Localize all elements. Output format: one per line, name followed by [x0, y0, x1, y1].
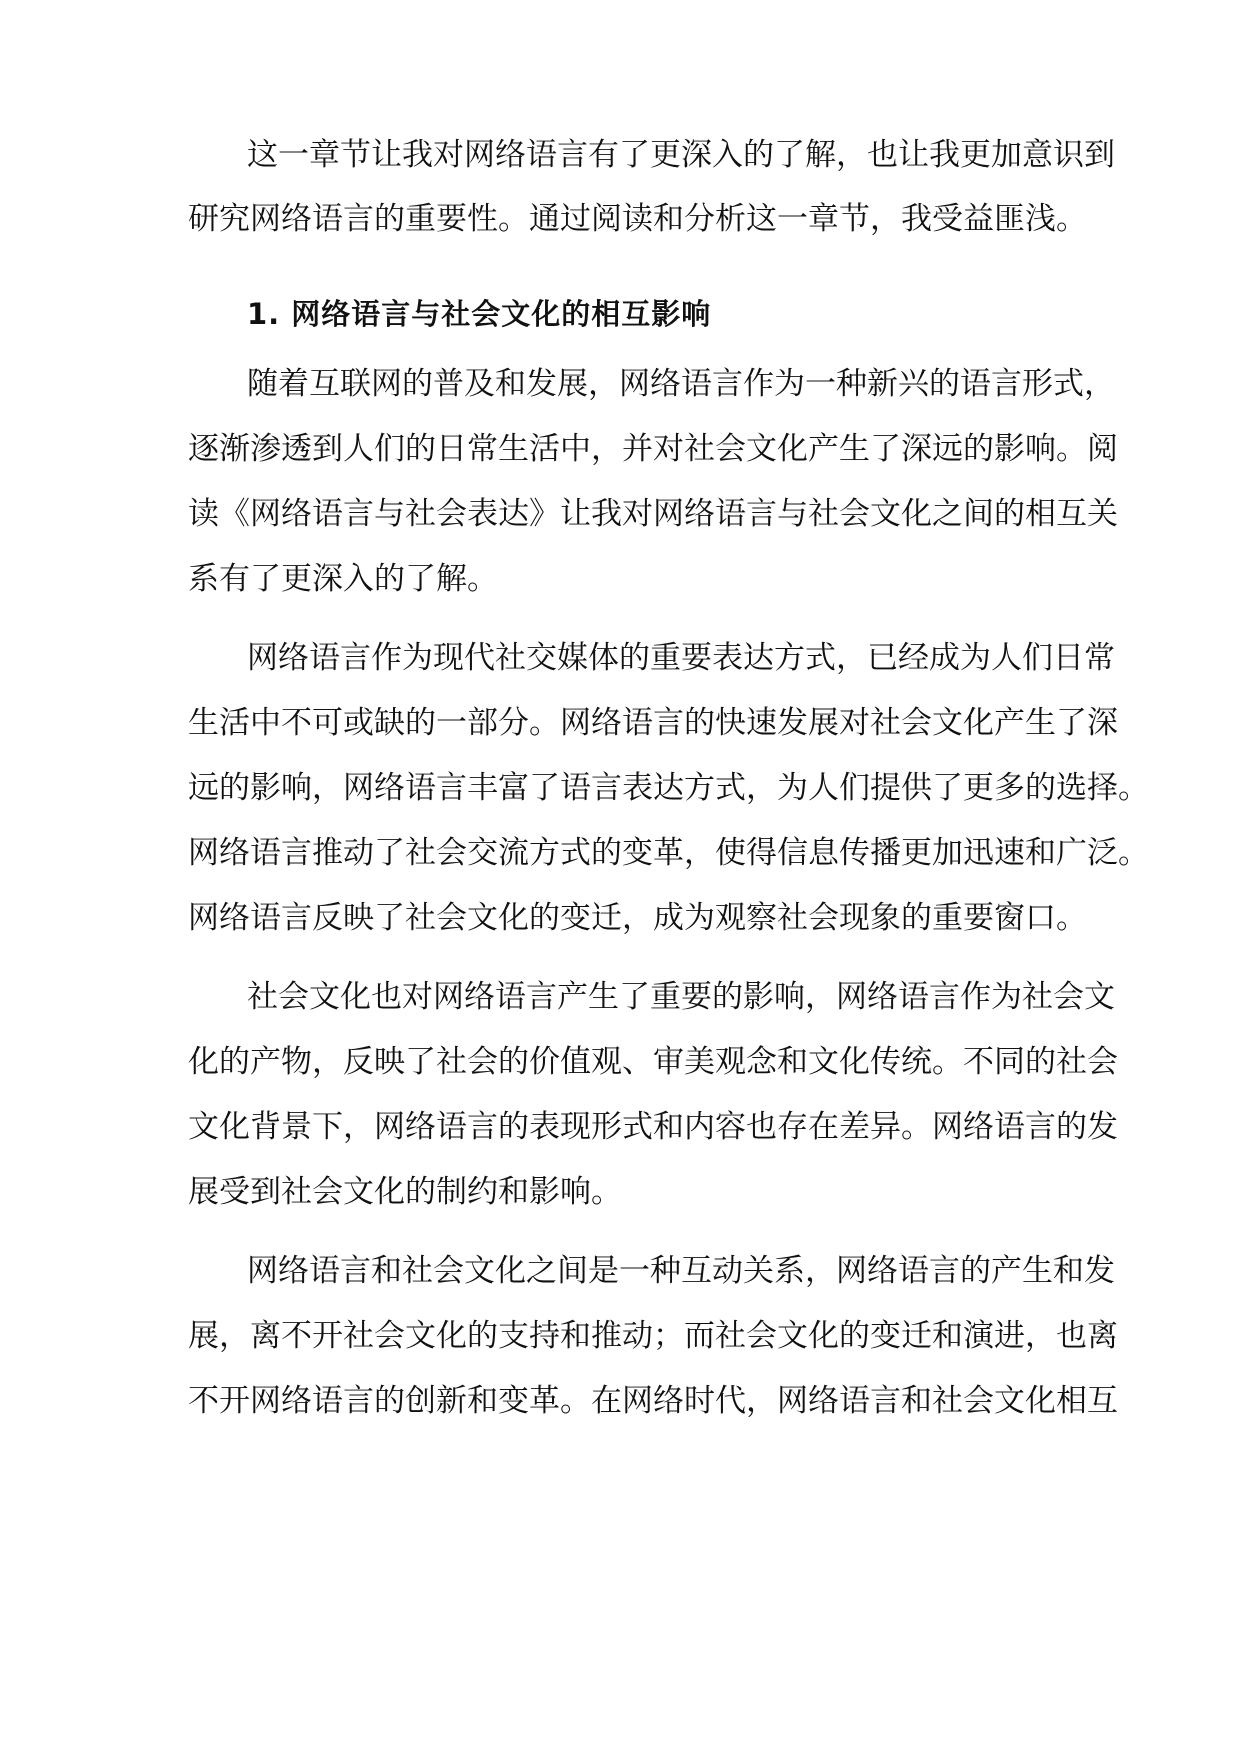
paragraph-line — [0, 975, 1241, 1019]
paragraph-line — [0, 557, 1241, 601]
text-line: 展受到社会文化的制约和影响。 — [188, 1174, 622, 1210]
text-line: 随着互联网的普及和发展，网络语言作为一种新兴的语言形式， — [247, 366, 1115, 402]
paragraph-line — [0, 133, 1241, 177]
section-heading — [0, 292, 1241, 336]
paragraph-line — [0, 492, 1241, 536]
text-line: 文化背景下，网络语言的表现形式和内容也存在差异。网络语言的发 — [188, 1109, 1118, 1145]
paragraph-line — [0, 636, 1241, 680]
paragraph-line — [0, 1249, 1241, 1293]
text-line: 不开网络语言的创新和变革。在网络时代，网络语言和社会文化相互 — [188, 1383, 1118, 1419]
text-line: 读《网络语言与社会表达》让我对网络语言与社会文化之间的相互关 — [188, 496, 1118, 532]
text-line: 化的产物，反映了社会的价值观、审美观念和文化传统。不同的社会 — [188, 1044, 1118, 1080]
paragraph-line — [0, 1105, 1241, 1149]
text-line: 网络语言推动了社会交流方式的变革，使得信息传播更加迅速和广泛。 — [188, 835, 1149, 871]
paragraph-line — [0, 1040, 1241, 1084]
text-line: 逐渐渗透到人们的日常生活中，并对社会文化产生了深远的影响。阅 — [188, 431, 1118, 467]
text-line: 远的影响，网络语言丰富了语言表达方式，为人们提供了更多的选择。 — [188, 770, 1149, 806]
paragraph-line — [0, 701, 1241, 745]
text-line: 生活中不可或缺的一部分。网络语言的快速发展对社会文化产生了深 — [188, 705, 1118, 741]
text-line: 展，离不开社会文化的支持和推动；而社会文化的变迁和演进，也离 — [188, 1318, 1118, 1354]
paragraph-line — [0, 427, 1241, 471]
text-line: 社会文化也对网络语言产生了重要的影响，网络语言作为社会文 — [247, 979, 1115, 1015]
text-line: 这一章节让我对网络语言有了更深入的了解，也让我更加意识到 — [247, 137, 1115, 173]
paragraph-line — [0, 1379, 1241, 1423]
text-line: 网络语言和社会文化之间是一种互动关系，网络语言的产生和发 — [247, 1253, 1115, 1289]
paragraph-line — [0, 831, 1241, 875]
text-line: 网络语言作为现代社交媒体的重要表达方式，已经成为人们日常 — [247, 640, 1115, 676]
paragraph-line — [0, 362, 1241, 406]
paragraph-line — [0, 1314, 1241, 1358]
paragraph-line — [0, 1170, 1241, 1214]
paragraph-line — [0, 896, 1241, 940]
paragraph-line — [0, 766, 1241, 810]
text-line: 网络语言反映了社会文化的变迁，成为观察社会现象的重要窗口。 — [188, 900, 1087, 936]
paragraph-line — [0, 197, 1241, 241]
section-heading-text: 1. 网络语言与社会文化的相互影响 — [247, 297, 712, 331]
text-line: 系有了更深入的了解。 — [188, 561, 498, 597]
text-line: 研究网络语言的重要性。通过阅读和分析这一章节，我受益匪浅。 — [188, 201, 1087, 237]
